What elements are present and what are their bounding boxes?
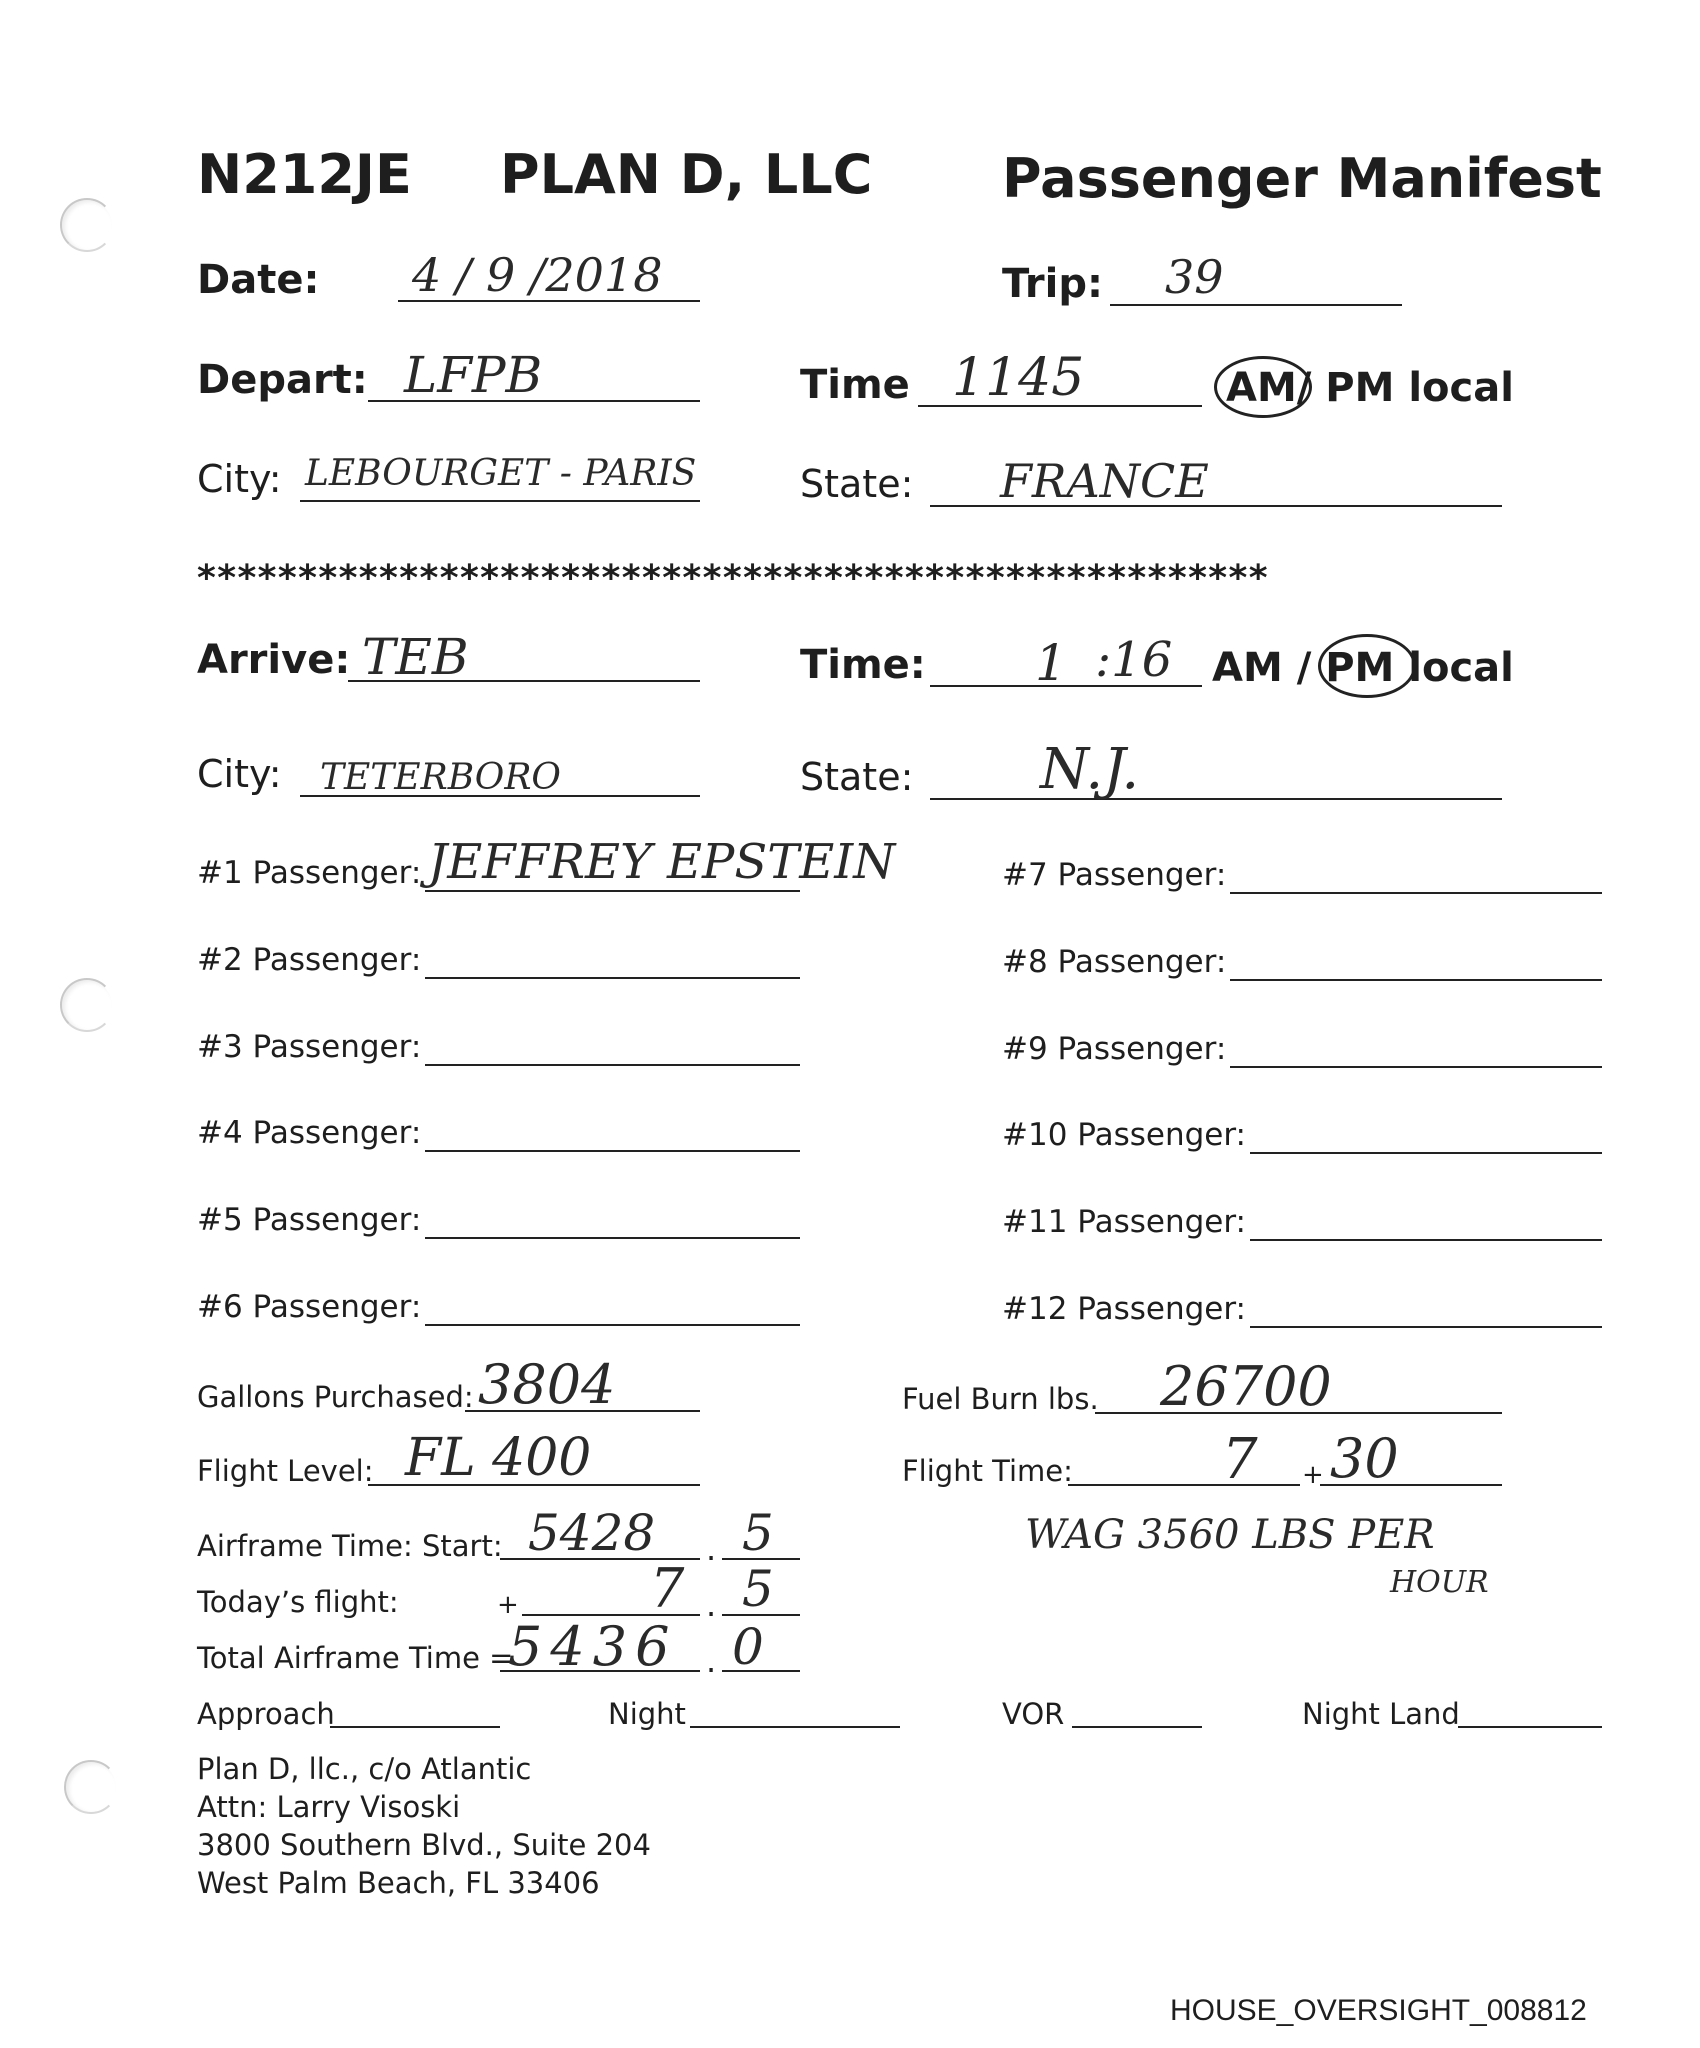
flight-time-plus: + (1302, 1460, 1324, 1490)
date-value: 4 / 9 /2018 (412, 248, 663, 302)
passenger-6-line (425, 1324, 800, 1326)
airframe-start-value: 5428 (528, 1504, 656, 1562)
passenger-8-line (1230, 979, 1602, 981)
approach-label: Approach (197, 1697, 335, 1731)
arrive-state-line (930, 798, 1502, 800)
binder-hole-top (60, 198, 114, 252)
trip-value: 39 (1165, 250, 1224, 304)
passenger-9-label: #9 Passenger: (1002, 1031, 1227, 1067)
passenger-12-label: #12 Passenger: (1002, 1291, 1246, 1327)
arrive-ampm-label: AM / PM local (1212, 645, 1514, 691)
todays-flight-dot: . (706, 1586, 717, 1624)
passenger-4-label: #4 Passenger: (197, 1115, 422, 1151)
total-airframe-dec-value: 0 (732, 1618, 764, 1676)
approach-line (330, 1726, 500, 1728)
airframe-start-dot: . (706, 1530, 717, 1568)
passenger-3-line (425, 1064, 800, 1066)
depart-time-value: 1145 (952, 348, 1085, 408)
arrive-label: Arrive: (197, 637, 351, 683)
arrive-state-label: State: (800, 755, 914, 799)
airframe-start-dec-value: 5 (742, 1504, 774, 1562)
flight-time-hour-line (1068, 1484, 1300, 1486)
handwritten-note-line2: HOUR (1390, 1565, 1489, 1600)
fuel-burn-label: Fuel Burn lbs. (902, 1382, 1099, 1416)
vor-label: VOR (1002, 1697, 1065, 1731)
passenger-6-label: #6 Passenger: (197, 1289, 422, 1325)
vor-line (1072, 1726, 1202, 1728)
passenger-10-line (1250, 1152, 1602, 1154)
depart-city-label: City: (197, 457, 282, 501)
passenger-1-line (425, 890, 800, 892)
total-airframe-value: 5436 (508, 1615, 678, 1678)
arrive-value: TEB (362, 628, 469, 686)
passenger-11-label: #11 Passenger: (1002, 1204, 1246, 1240)
arrive-state-value: N.J. (1040, 737, 1140, 802)
address-line-2: Attn: Larry Visoski (197, 1790, 461, 1824)
passenger-4-line (425, 1150, 800, 1152)
passenger-7-line (1230, 892, 1602, 894)
address-line-1: Plan D, llc., c/o Atlantic (197, 1752, 532, 1786)
trip-line (1110, 304, 1402, 306)
passenger-2-line (425, 977, 800, 979)
total-airframe-label: Total Airframe Time = (197, 1641, 514, 1675)
passenger-10-label: #10 Passenger: (1002, 1117, 1246, 1153)
todays-flight-plus: + (497, 1590, 519, 1620)
passenger-3-label: #3 Passenger: (197, 1029, 422, 1065)
arrive-min-value: :16 (1095, 632, 1173, 688)
night-line (690, 1726, 900, 1728)
depart-city-value: LEBOURGET - PARIS (305, 453, 697, 494)
night-label: Night (608, 1697, 686, 1731)
flight-level-value: FL 400 (405, 1428, 592, 1488)
handwritten-note-line1: WAG 3560 LBS PER (1025, 1512, 1435, 1558)
address-line-4: West Palm Beach, FL 33406 (197, 1866, 600, 1900)
bates-number: HOUSE_OVERSIGHT_008812 (1170, 1994, 1587, 2027)
passenger-5-line (425, 1237, 800, 1239)
depart-state-label: State: (800, 462, 914, 506)
passenger-1-label: #1 Passenger: (197, 855, 422, 891)
gallons-label: Gallons Purchased: (197, 1380, 474, 1414)
binder-hole-middle (60, 978, 114, 1032)
trip-label: Trip: (1002, 261, 1103, 307)
arrive-hour-value: 1 (1035, 634, 1067, 692)
airframe-start-label: Airframe Time: Start: (197, 1529, 503, 1563)
passenger-8-label: #8 Passenger: (1002, 944, 1227, 980)
tail-number: N212JE (197, 143, 412, 206)
date-label: Date: (197, 257, 320, 303)
depart-label: Depart: (197, 357, 368, 403)
depart-state-value: FRANCE (1000, 454, 1209, 508)
flight-time-hour-value: 7 (1222, 1427, 1258, 1492)
form-title: Passenger Manifest (1002, 147, 1602, 210)
passenger-12-line (1250, 1326, 1602, 1328)
passenger-5-label: #5 Passenger: (197, 1202, 422, 1238)
flight-time-label: Flight Time: (902, 1454, 1073, 1488)
gallons-value: 3804 (478, 1353, 616, 1416)
passenger-2-label: #2 Passenger: (197, 942, 422, 978)
passenger-7-label: #7 Passenger: (1002, 857, 1227, 893)
night-land-line (1458, 1726, 1602, 1728)
separator-asterisks: ***************************************************** (197, 558, 1269, 599)
depart-value: LFPB (404, 346, 543, 404)
depart-city-line (300, 500, 700, 502)
passenger-9-line (1230, 1066, 1602, 1068)
depart-time-label: Time (800, 362, 910, 408)
passenger-11-line (1250, 1239, 1602, 1241)
night-land-label: Night Land (1302, 1697, 1460, 1731)
fuel-burn-value: 26700 (1160, 1355, 1332, 1418)
passenger-1-value: JEFFREY EPSTEIN (428, 834, 896, 890)
todays-flight-dec-value: 5 (742, 1560, 774, 1618)
company-name: PLAN D, LLC (500, 143, 873, 206)
flight-level-label: Flight Level: (197, 1454, 374, 1488)
total-airframe-dot: . (706, 1642, 717, 1680)
flight-time-min-value: 30 (1330, 1427, 1399, 1490)
todays-flight-value: 7 (650, 1557, 685, 1620)
binder-hole-bottom (64, 1760, 118, 1814)
todays-flight-label: Today’s flight: (197, 1585, 399, 1619)
arrive-city-label: City: (197, 752, 282, 796)
depart-ampm-label: AM/ PM local (1226, 365, 1514, 411)
arrive-time-label: Time: (800, 642, 926, 688)
arrive-city-value: TETERBORO (320, 757, 561, 798)
address-line-3: 3800 Southern Blvd., Suite 204 (197, 1828, 651, 1862)
